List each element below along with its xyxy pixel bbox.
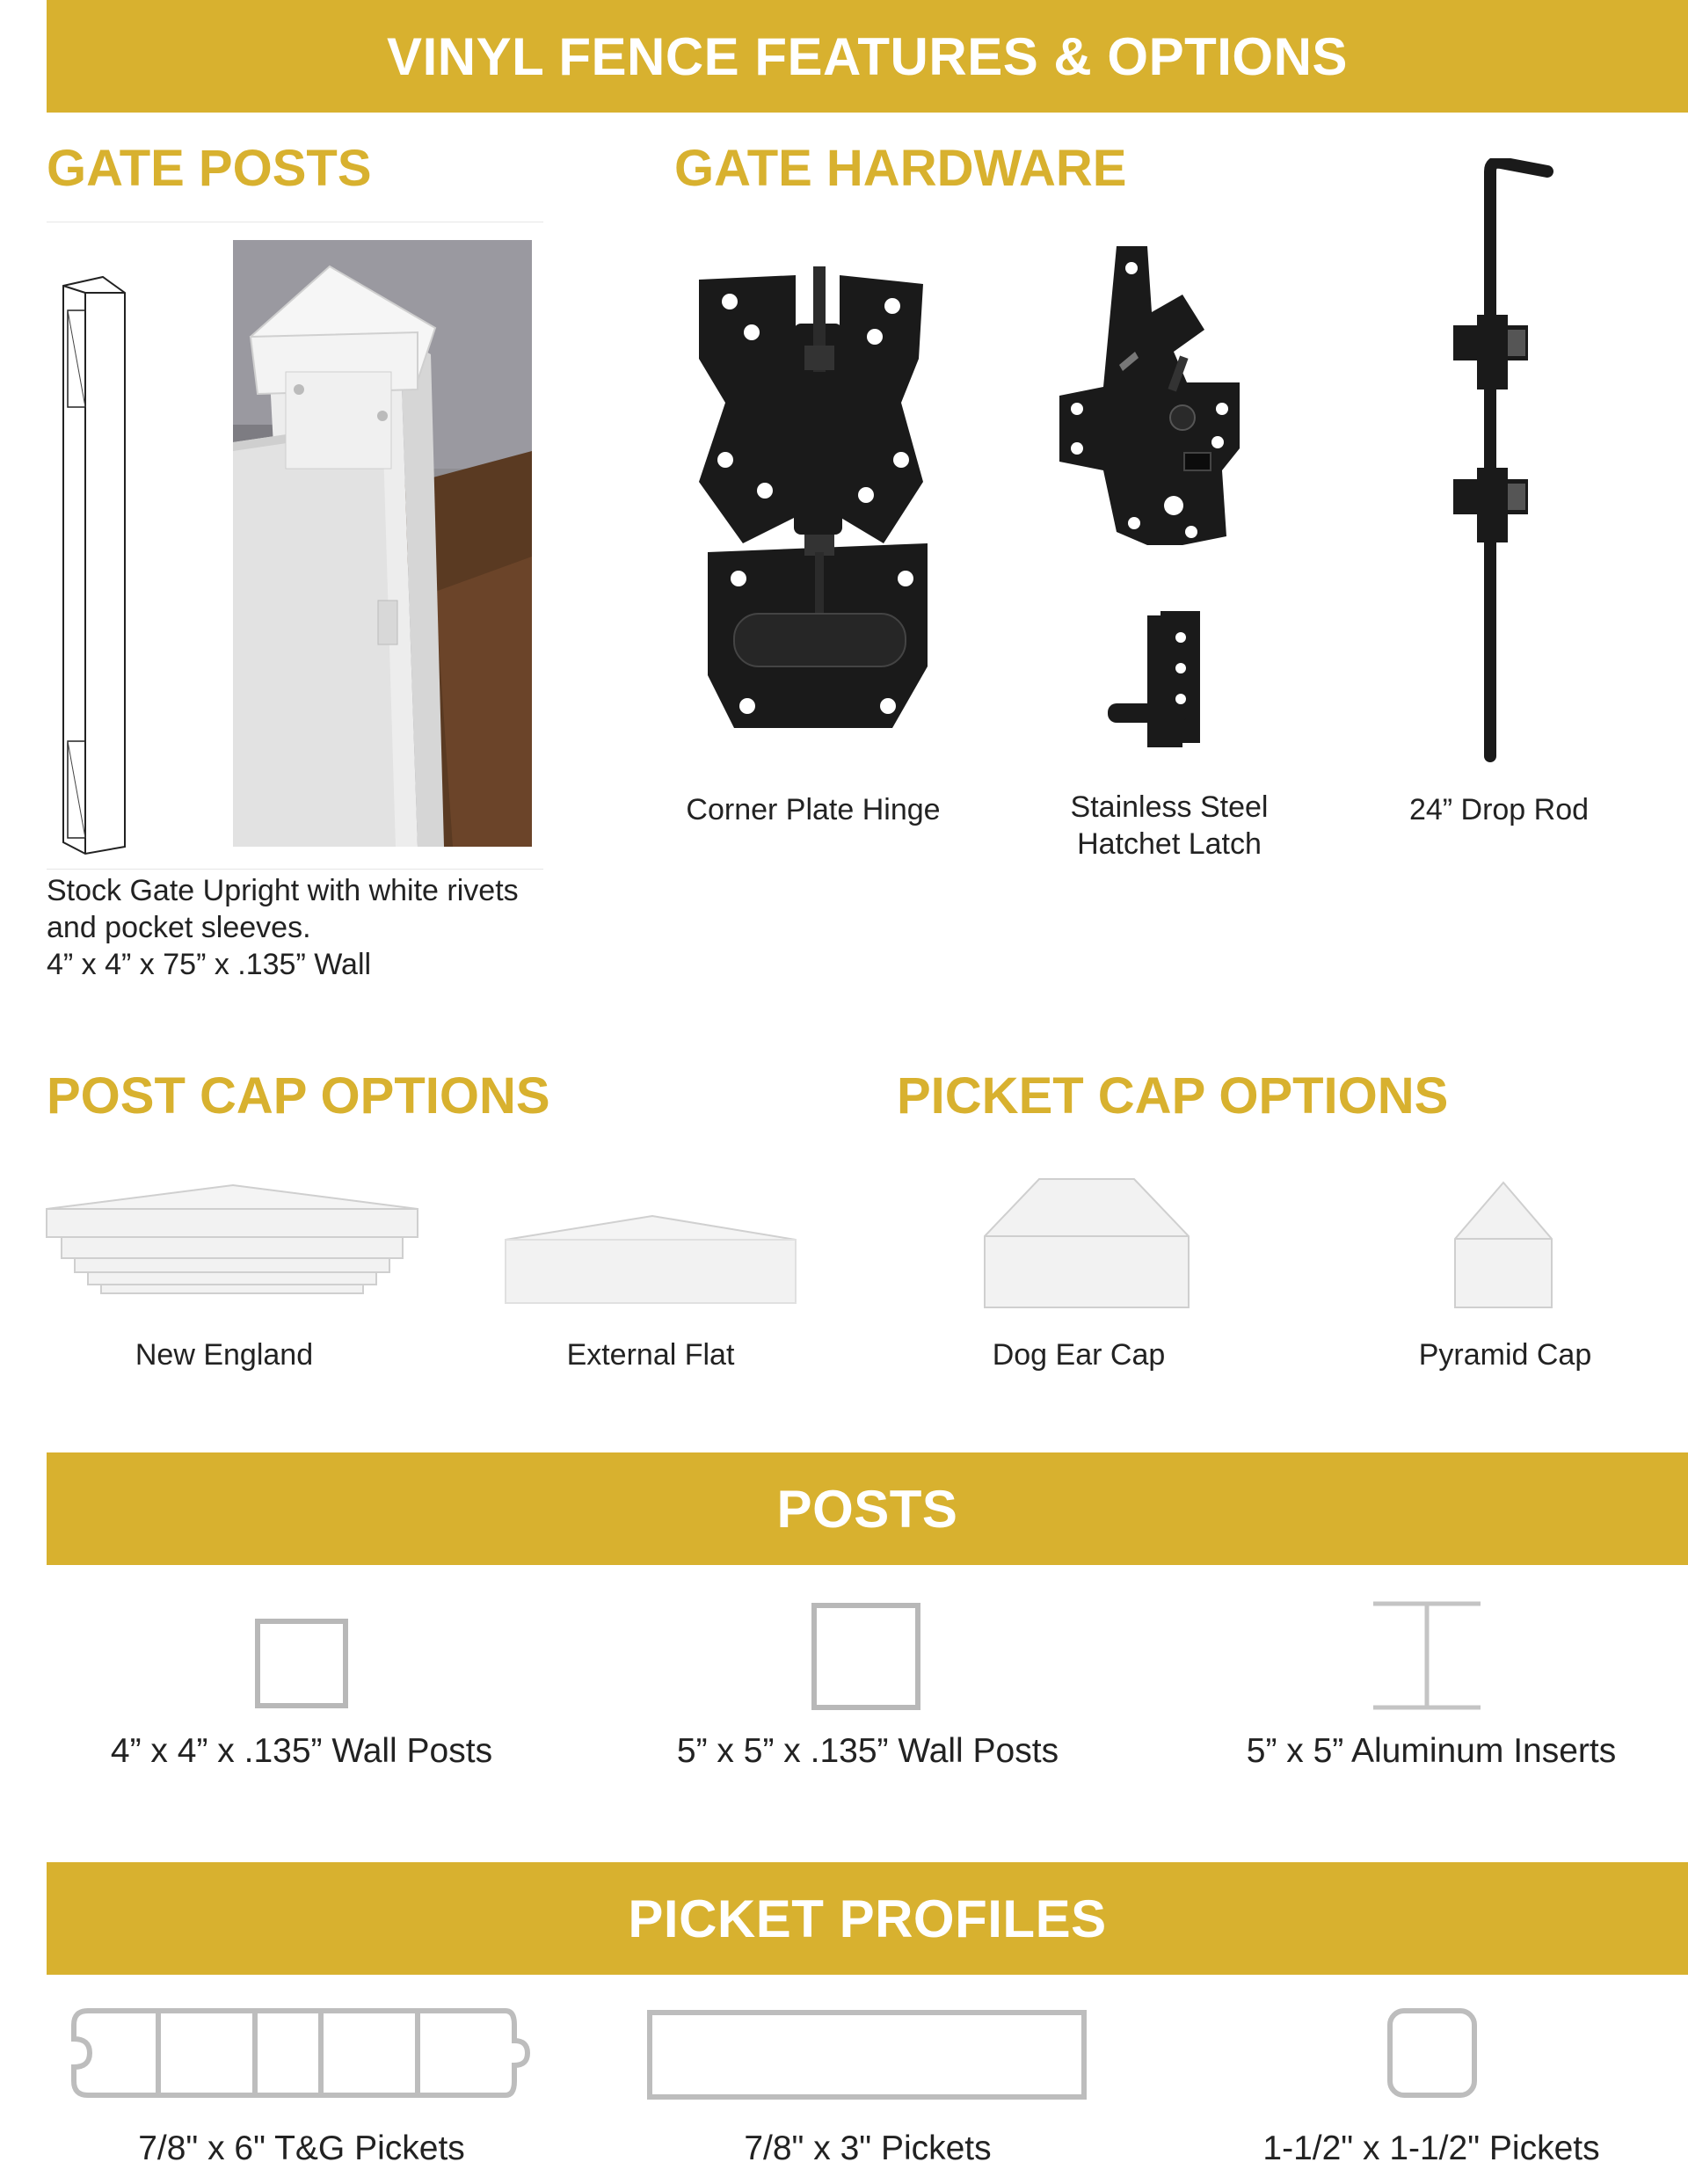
gate-post-figure <box>47 222 543 870</box>
posts-banner <box>47 1452 1688 1565</box>
dog-ear-cap-label: Dog Ear Cap <box>992 1338 1166 1372</box>
square-post-5x5-icon <box>811 1602 921 1711</box>
new-england-cap-image <box>44 1183 422 1306</box>
square-picket-profile-icon <box>1386 2007 1478 2099</box>
3in-picket-profile-icon <box>646 2009 1088 2100</box>
label-line: Hatchet Latch <box>1077 827 1262 861</box>
3in-picket-label: 7/8" x 3" Pickets <box>744 2129 992 2167</box>
pyramid-cap-image <box>1452 1180 1554 1310</box>
posts-title: POSTS <box>776 1479 958 1539</box>
gate-post-drawing <box>59 275 138 855</box>
gate-posts-title: GATE POSTS <box>47 140 372 197</box>
new-england-label: New England <box>135 1338 314 1372</box>
hatchet-latch-image <box>1051 242 1288 761</box>
tg-picket-label: 7/8" x 6" T&G Pickets <box>138 2129 465 2167</box>
drop-rod-label: 24” Drop Rod <box>1408 793 1590 826</box>
aluminum-insert-label: 5” x 5” Aluminum Inserts <box>1246 1732 1617 1770</box>
gate-hardware-title: GATE HARDWARE <box>674 140 1127 197</box>
external-flat-label: External Flat <box>566 1338 735 1372</box>
drop-rod-image <box>1446 158 1561 765</box>
post-5x5-label: 5” x 5” x .135” Wall Posts <box>676 1732 1059 1770</box>
square-picket-label: 1-1/2" x 1-1/2" Pickets <box>1262 2129 1600 2167</box>
description-line: and pocket sleeves. <box>47 911 311 944</box>
gate-post-photo <box>233 240 532 847</box>
square-post-4x4-icon <box>254 1618 349 1709</box>
pyramid-cap-label: Pyramid Cap <box>1418 1338 1592 1372</box>
header-banner <box>47 0 1688 113</box>
picket-cap-options-title: PICKET CAP OPTIONS <box>897 1067 1449 1125</box>
description-line: 4” x 4” x 75” x .135” Wall <box>47 948 372 981</box>
post-4x4-label: 4” x 4” x .135” Wall Posts <box>110 1732 493 1770</box>
description-line: Stock Gate Upright with white rivets <box>47 874 519 907</box>
label-line: Stainless Steel <box>1070 790 1269 824</box>
dog-ear-cap-image <box>982 1176 1191 1310</box>
picket-profiles-title: PICKET PROFILES <box>628 1889 1107 1948</box>
corner-plate-hinge-label: Corner Plate Hinge <box>686 793 941 826</box>
post-cap-options-title: POST CAP OPTIONS <box>47 1067 550 1125</box>
tg-picket-profile-icon <box>70 2007 532 2099</box>
picket-profiles-banner <box>47 1862 1688 1975</box>
external-flat-cap-image <box>503 1213 798 1306</box>
aluminum-insert-icon <box>1372 1600 1482 1711</box>
corner-plate-hinge-image <box>690 262 941 754</box>
hatchet-latch-label <box>1024 789 1314 863</box>
page-title: VINYL FENCE FEATURES & OPTIONS <box>387 26 1348 86</box>
gate-post-description <box>47 872 519 983</box>
